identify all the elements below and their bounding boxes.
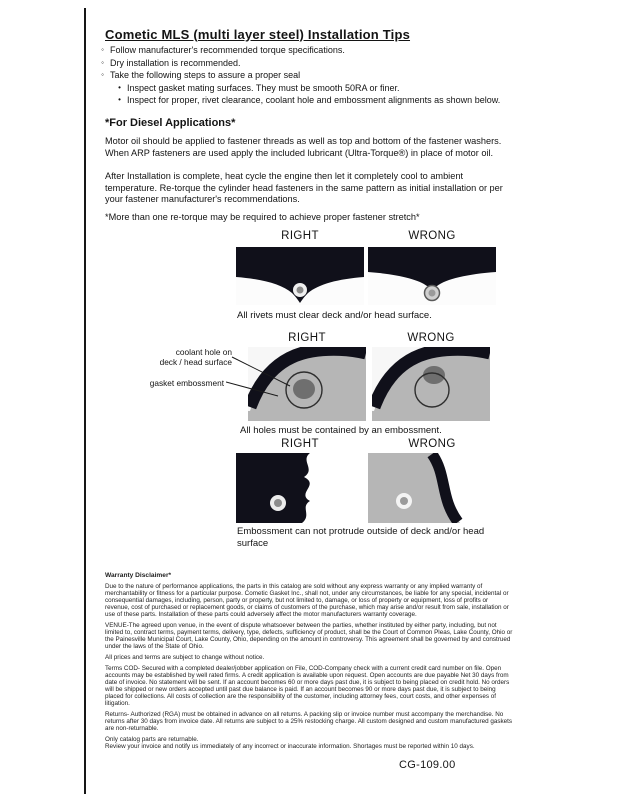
page-code: CG-109.00	[399, 759, 456, 771]
tips-list	[99, 44, 529, 107]
gasket-embossment-callout: gasket embossment	[149, 378, 224, 388]
open-bullet-icon: ◦	[101, 45, 104, 54]
retorque-note: *More than one re-torque may be required to achieve proper fastener stretch*	[105, 212, 420, 222]
coolant-hole-callout-line1: coolant hole on	[175, 347, 232, 357]
diesel-paragraph-2: After Installation is complete, heat cycle the engine then let it completely cool to ambient temperature. Re-torque the cylinder head fasteners in the same pattern as initial installation or per your fastener manufacturer's recommendations.	[105, 171, 503, 204]
page-title: Cometic MLS (multi layer steel) Installation Tips	[105, 26, 411, 42]
warranty-disclaimer-block	[105, 572, 513, 750]
row1-wrong-label: WRONG	[408, 230, 456, 242]
callout-leader-lines	[226, 350, 306, 405]
legal-paragraph: Review your invoice and notify us immediately of any incorrect or inaccurate information. Shortages must be reported within 10 days.	[105, 743, 475, 750]
diagram-row3-wrong	[368, 453, 496, 523]
row1-right-label: RIGHT	[281, 230, 319, 242]
legal-paragraph: Only catalog parts are returnable.	[105, 736, 199, 743]
legal-paragraph: All prices and terms are subject to change without notice.	[105, 654, 265, 661]
row2-caption: All holes must be contained by an embossment.	[240, 425, 442, 436]
diagram-row2-wrong	[372, 347, 490, 421]
legal-paragraph: Due to the nature of performance applications, the parts in this catalog are sold without any express warranty or any implied warranty of merchantability or fitness for a particular purpose. Cometic Gasket Inc., shall not, under any circumstances, be liable for any special, incidental or consequential damages, including, person, party or property, but not limited to, damage, or loss of property or equipment, loss of profits or revenue, cost of purchased or replacement goods, or claims of customers of the purchase, which may arise and/or result from sale, installation or use of these parts. Installation of these parts could adversely affect the motor manufacturers warranty coverage.	[105, 583, 509, 618]
diesel-paragraph-1: Motor oil should be applied to fastener threads as well as top and bottom of the fastener washers. When ARP fasteners are used apply the included lubricant (Ultra-Torque®) in place of motor oil.	[105, 136, 502, 158]
tip-text: Take the following steps to assure a proper seal	[110, 70, 301, 80]
tip-text: Inspect for proper, rivet clearance, coolant hole and embossment alignments as shown below.	[127, 95, 501, 105]
tip-sub-item	[116, 94, 529, 107]
row3-wrong-label: WRONG	[408, 438, 456, 450]
tip-text: Inspect gasket mating surfaces. They must be smooth 50RA or finer.	[127, 82, 400, 93]
legal-paragraph: VENUE-The agreed upon venue, in the event of dispute whatsoever between the parties, whether instituted by either party, including, but not limited to, contract terms, payment terms, delivery, type, defects, sufficiency of product, shall be the Court of Common Pleas, Lake County, Ohio or the Painesville Municipal Court, Lake County, Ohio, depending on the amount in controversy. This agreement shall be governed by and construed under the laws of the State of Ohio.	[105, 622, 513, 650]
legal-paragraph: Terms COD- Secured with a completed dealer/jobber application on File, COD-Company check with a current credit card number on file. Open accounts may be established by well rated firms. A credit application is available upon request. Open accounts are due payable Net 30 days from date of invoice. No statement will be sent. If an account becomes 60 or more days past due, it is subject to being placed on credit hold. No orders will be shipped or new orders accepted until past due balance is paid. If an account becomes 90 or more days past due, it is subject to being placed for collections. All costs of collection are the responsibility of the customer, including attorney fees, court costs, and other expenses of litigation.	[105, 665, 510, 707]
filled-bullet-icon: •	[118, 82, 121, 92]
tip-text: Dry installation is recommended.	[110, 57, 241, 68]
filled-bullet-icon: •	[118, 95, 121, 104]
diagram-row3-right	[236, 453, 364, 523]
row3-right-label: RIGHT	[281, 438, 319, 450]
row2-wrong-label: WRONG	[407, 332, 455, 344]
legal-paragraph: Returns- Authorized (RGA) must be obtained in advance on all returns. A packing slip or invoice number must accompany the merchandise. No returns after 30 days from invoice date. All returns are subject to a 25% restocking charge. All custom designed and custom manufactured gaskets are non-returnable.	[105, 711, 513, 732]
left-border-rule	[84, 8, 86, 794]
tip-item	[99, 69, 529, 82]
tip-text: Follow manufacturer's recommended torque specifications.	[110, 45, 345, 55]
diagram-row1-wrong	[368, 247, 496, 305]
tip-sub-item	[116, 82, 529, 95]
coolant-hole-callout	[110, 347, 232, 367]
row3-caption: Embossment can not protrude outside of deck and/or head surface	[237, 526, 485, 549]
tip-item	[99, 57, 529, 70]
warranty-disclaimer-heading: Warranty Disclaimer*	[105, 572, 172, 579]
diagram-row1-right	[236, 247, 364, 305]
row1-caption: All rivets must clear deck and/or head surface.	[237, 310, 432, 321]
row2-right-label: RIGHT	[288, 332, 326, 344]
open-bullet-icon: ◦	[101, 70, 104, 79]
diesel-heading: *For Diesel Applications*	[105, 117, 236, 129]
open-bullet-icon: ◦	[101, 57, 104, 67]
coolant-hole-callout-line2: deck / head surface	[159, 357, 232, 367]
tip-item	[99, 44, 529, 57]
